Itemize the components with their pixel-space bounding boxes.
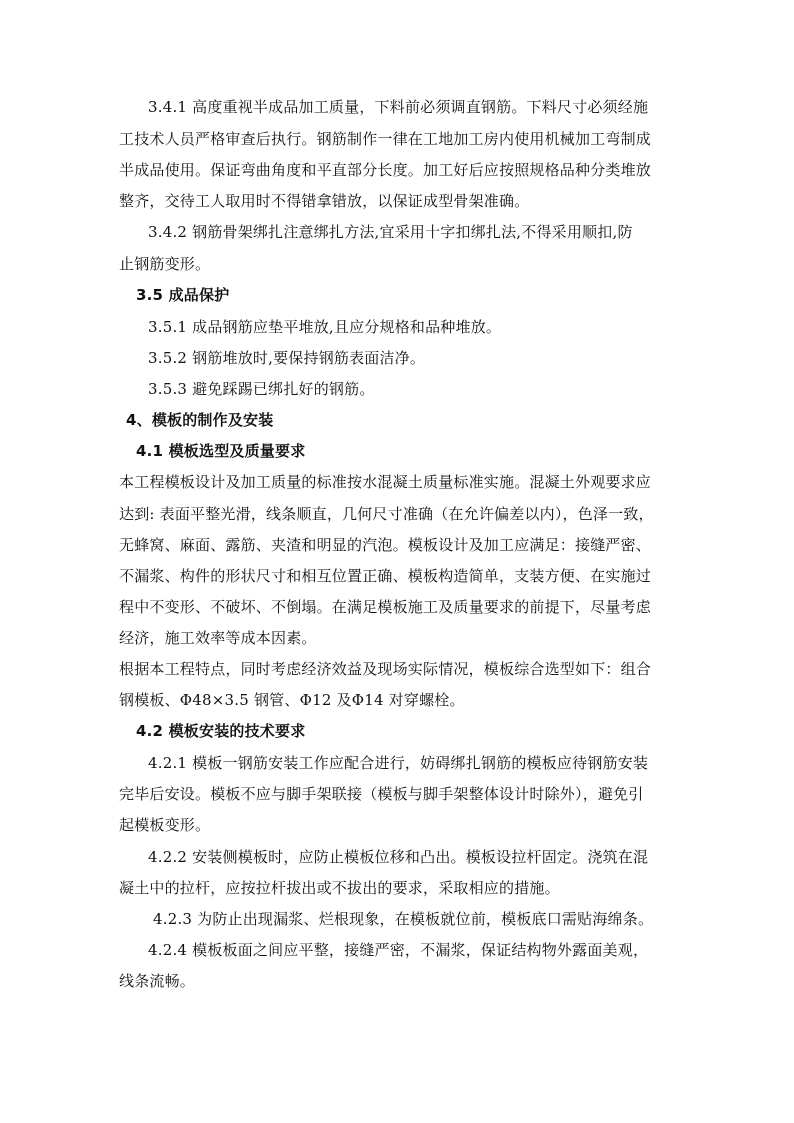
heading-4-1: 4.1 模板选型及质量要求 <box>136 442 306 460</box>
paragraph-3-4-2-line-1: 3.4.2 钢筋骨架绑扎注意绑扎方法,宜采用十字扣绑扎法,不得采用顺扣,防 <box>148 223 633 241</box>
paragraph-3-5-2: 3.5.2 钢筋堆放时,要保持钢筋表面洁净。 <box>148 349 426 367</box>
heading-4-2: 4.2 模板安装的技术要求 <box>136 722 306 740</box>
paragraph-3-5-1: 3.5.1 成品钢筋应垫平堆放,且应分规格和品种堆放。 <box>148 318 502 336</box>
paragraph-3-4-1-line-3: 半成品使用。保证弯曲角度和平直部分长度。加工好后应按照规格品种分类堆放 <box>119 161 652 179</box>
paragraph-4-2-4-line-1: 4.2.4 模板板面之间应平整，接缝严密，不漏浆，保证结构物外露面美观， <box>148 941 649 959</box>
paragraph-3-4-1-line-2: 工技术人员严格审查后执行。钢筋制作一律在工地加工房内使用机械加工弯制成 <box>119 130 652 148</box>
paragraph-4-2-1-line-3: 起模板变形。 <box>119 816 211 834</box>
paragraph-3-5-3: 3.5.3 避免踩踢已绑扎好的钢筋。 <box>148 380 375 398</box>
paragraph-4-1-line-6: 经济，施工效率等成本因素。 <box>119 629 317 647</box>
paragraph-4-2-1-line-1: 4.2.1 模板一钢筋安装工作应配合进行，妨碍绑扎钢筋的模板应待钢筋安装 <box>148 754 649 772</box>
paragraph-4-1-line-2: 达到: 表面平整光滑，线条顺直，几何尺寸准确（在允许偏差以内），色泽一致， <box>119 505 654 523</box>
paragraph-4-1b-line-2: 钢模板、Φ48×3.5 钢管、Φ12 及Φ14 对穿螺栓。 <box>119 691 465 709</box>
paragraph-4-1b-line-1: 根据本工程特点，同时考虑经济效益及现场实际情况，模板综合选型如下：组合 <box>119 660 652 678</box>
paragraph-4-2-4-line-2: 线条流畅。 <box>119 972 196 990</box>
paragraph-4-1-line-5: 程中不变形、不破坏、不倒塌。在满足模板施工及质量要求的前提下，尽量考虑 <box>119 598 652 616</box>
paragraph-4-1-line-1: 本工程模板设计及加工质量的标准按水混凝土质量标准实施。混凝土外观要求应 <box>119 473 652 491</box>
paragraph-4-2-2-line-2: 凝土中的拉杆，应按拉杆拔出或不拔出的要求，采取相应的措施。 <box>119 879 560 897</box>
paragraph-4-2-3: 4.2.3 为防止出现漏浆、烂根现象，在模板就位前，模板底口需贴海绵条。 <box>153 910 654 928</box>
paragraph-4-1-line-4: 不漏浆、构件的形状尺寸和相互位置正确、模板构造简单，支装方便、在实施过 <box>119 567 652 585</box>
paragraph-4-2-2-line-1: 4.2.2 安装侧模板时，应防止模板位移和凸出。模板设拉杆固定。浇筑在混 <box>148 848 649 866</box>
paragraph-3-4-1-line-1: 3.4.1 高度重视半成品加工质量，下料前必须调直钢筋。下料尺寸必须经施 <box>148 98 649 116</box>
paragraph-3-4-1-line-4: 整齐，交待工人取用时不得错拿错放，以保证成型骨架准确。 <box>119 192 530 210</box>
heading-3-5: 3.5 成品保护 <box>136 286 230 304</box>
paragraph-4-2-1-line-2: 完毕后安设。模板不应与脚手架联接（模板与脚手架整体设计时除外），避免引 <box>119 785 644 803</box>
paragraph-4-1-line-3: 无蜂窝、麻面、露筋、夹渣和明显的汽泡。模板设计及加工应满足：接缝严密、 <box>119 536 652 554</box>
paragraph-3-4-2-line-2: 止钢筋变形。 <box>119 255 211 273</box>
heading-4: 4、模板的制作及安装 <box>126 411 274 429</box>
